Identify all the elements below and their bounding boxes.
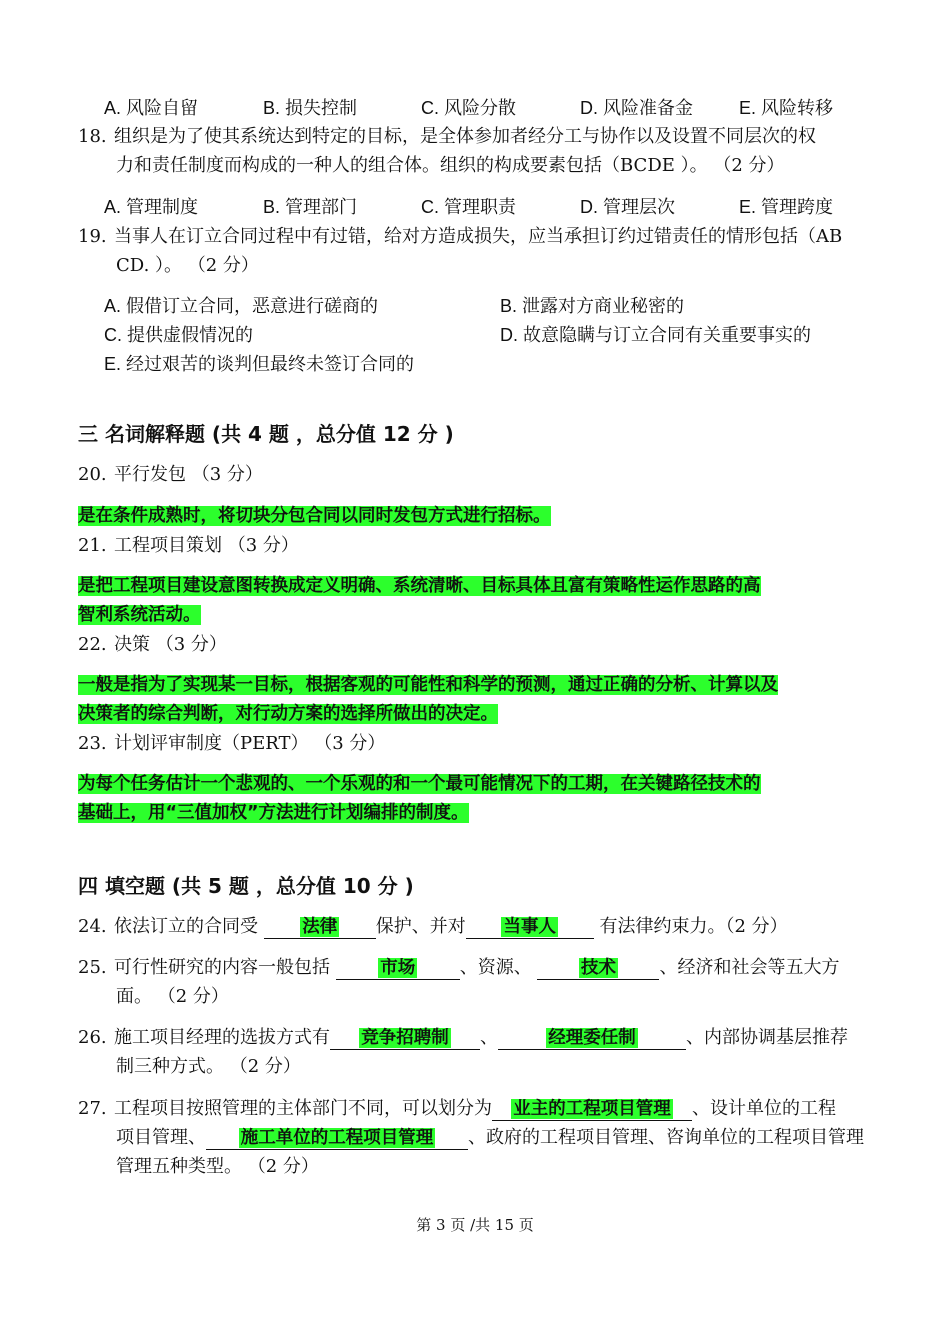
q22-question: 22. 决策 （3 分） xyxy=(78,634,227,655)
q18-option-d: D. 管理层次 xyxy=(580,197,676,217)
q19-line1: 19. 当事人在订立合同过程中有过错，给对方造成损失，应当承担订约过错责任的情形包括（AB xyxy=(78,226,843,247)
q22-answer-line2: 决策者的综合判断，对行动方案的选择所做出的决定。 xyxy=(78,704,498,724)
q20-question: 20. 平行发包 （3 分） xyxy=(78,464,263,485)
q21-answer-line2: 智利系统活动。 xyxy=(78,605,201,625)
q25-line1: 25. 可行性研究的内容一般包括 市场 、资源、 技术 、经济和社会等五大方 xyxy=(78,957,840,978)
q27-blank-2: 施工单位的工程项目管理 xyxy=(206,1127,468,1150)
q17-option-e: E. 风险转移 xyxy=(739,98,834,118)
q24-blank-1: 法律 xyxy=(264,916,376,939)
q18-option-e: E. 管理跨度 xyxy=(739,197,834,217)
q27-line3: 管理五种类型。 （2 分） xyxy=(116,1156,319,1177)
q25-line2: 面。 （2 分） xyxy=(116,986,229,1007)
q25-blank-2: 技术 xyxy=(537,957,659,980)
q18-option-c: C. 管理职责 xyxy=(421,197,517,217)
q17-option-b: B. 损失控制 xyxy=(263,98,358,118)
q21-question: 21. 工程项目策划 （3 分） xyxy=(78,535,299,556)
q18-line2: 力和责任制度而构成的一种人的组合体。组织的构成要素包括（BCDE ）。 （2 分） xyxy=(116,155,785,176)
q24-blank-2: 当事人 xyxy=(466,916,594,939)
q19-option-d: D. 故意隐瞒与订立合同有关重要事实的 xyxy=(500,325,811,345)
q18-line1: 18. 组织是为了使其系统达到特定的目标，是全体参加者经分工与协作以及设置不同层次的权 xyxy=(78,126,816,147)
q23-answer-line1: 为每个任务估计一个悲观的、一个乐观的和一个最可能情况下的工期，在关键路径技术的 xyxy=(78,774,761,794)
q23-question: 23. 计划评审制度（PERT） （3 分） xyxy=(78,733,386,754)
q17-option-c: C. 风险分散 xyxy=(421,98,517,118)
q20-answer: 是在条件成熟时，将切块分包合同以同时发包方式进行招标。 xyxy=(78,506,551,526)
page-footer: 第 3 页 /共 15 页 xyxy=(416,1216,534,1234)
q19-line2: CD. ）。 （2 分） xyxy=(116,255,259,276)
q22-answer-line1: 一般是指为了实现某一目标，根据客观的可能性和科学的预测，通过正确的分析、计算以及 xyxy=(78,675,778,695)
q26-line2: 制三种方式。 （2 分） xyxy=(116,1056,301,1077)
q26-blank-1: 竞争招聘制 xyxy=(330,1027,480,1050)
q17-option-d: D. 风险准备金 xyxy=(580,98,694,118)
q25-blank-1: 市场 xyxy=(336,957,460,980)
q19-option-b: B. 泄露对方商业秘密的 xyxy=(500,296,685,316)
q24-question: 24. 依法订立的合同受 法律 保护、并对 当事人 有法律约束力。（2 分） xyxy=(78,916,788,937)
q21-answer-line1: 是把工程项目建设意图转换成定义明确、系统清晰、目标具体且富有策略性运作思路的高 xyxy=(78,576,761,596)
q19-option-a: A. 假借订立合同，恶意进行磋商的 xyxy=(104,296,379,316)
q26-blank-2: 经理委任制 xyxy=(498,1027,686,1050)
q19-option-e: E. 经过艰苦的谈判但最终未签订合同的 xyxy=(104,354,415,374)
q23-answer-line2: 基础上，用“三值加权”方法进行计划编排的制度。 xyxy=(78,803,469,823)
q18-option-a: A. 管理制度 xyxy=(104,197,199,217)
q27-blank-1: 业主的工程项目管理 xyxy=(492,1098,692,1121)
q26-line1: 26. 施工项目经理的选拔方式有 竞争招聘制 、 经理委任制 、内部协调基层推荐 xyxy=(78,1027,848,1048)
q18-option-b: B. 管理部门 xyxy=(263,197,358,217)
section-3-title: 三 名词解释题 (共 4 题 ，总分值 12 分 ) xyxy=(78,422,454,446)
section-4-title: 四 填空题 (共 5 题 ，总分值 10 分 ) xyxy=(78,874,414,898)
q27-line1: 27. 工程项目按照管理的主体部门不同，可以划分为 业主的工程项目管理 、设计单位的工程 xyxy=(78,1098,836,1119)
q19-option-c: C. 提供虚假情况的 xyxy=(104,325,254,345)
q27-line2: 项目管理、 施工单位的工程项目管理 、政府的工程项目管理、咨询单位的工程项目管理 xyxy=(116,1127,864,1148)
q17-option-a: A. 风险自留 xyxy=(104,98,199,118)
